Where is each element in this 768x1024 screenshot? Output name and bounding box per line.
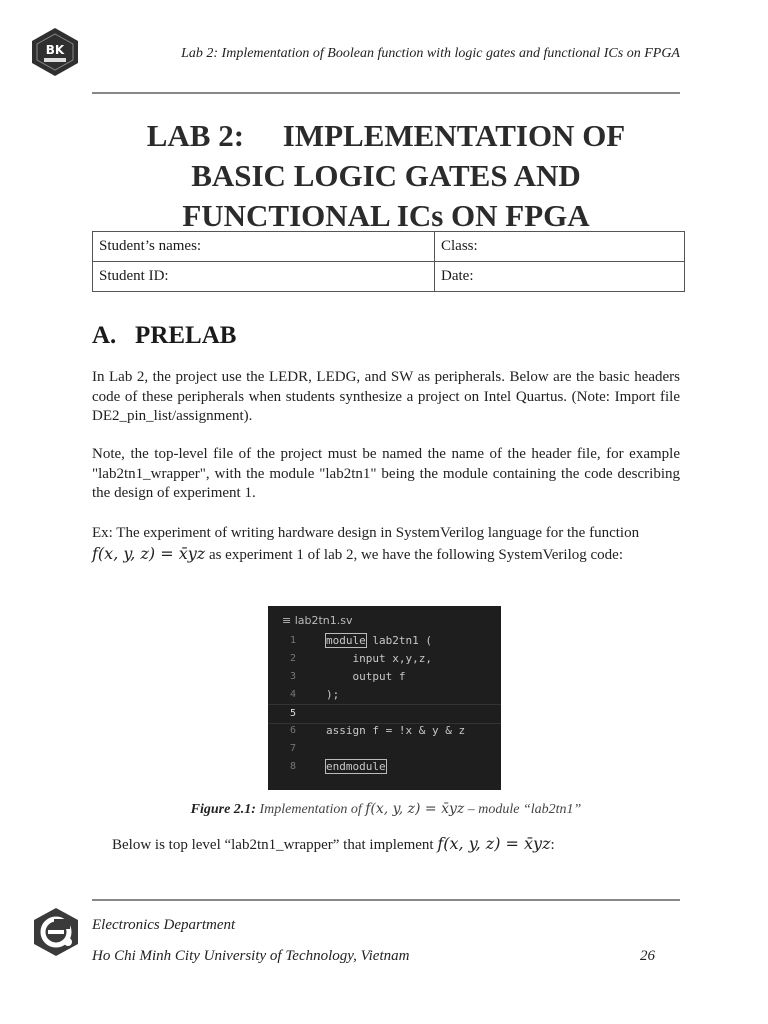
code-line: 3 output f bbox=[290, 670, 406, 683]
keyword-module: module bbox=[326, 634, 366, 647]
code-line-active: 5 bbox=[268, 704, 501, 724]
figure-caption: Figure 2.1: Implementation of f(x, y, z) = x̄yz – module “lab2tn1” bbox=[190, 801, 582, 817]
code-line: 2 input x,y,z, bbox=[290, 652, 432, 665]
code-editor-screenshot bbox=[268, 606, 501, 790]
title-line: BASIC LOGIC GATES AND bbox=[191, 158, 581, 193]
example-text-end: as experiment 1 of lab 2, we have the following SystemVerilog code: bbox=[205, 546, 623, 563]
paragraph-note: Note, the top-level file of the project must be named the name of the header file, for example "lab2tn1_wrapper", with the module "lab2tn1" being the module containing the code describing the design of experiment 1. bbox=[92, 446, 680, 501]
example-text: Ex: The experiment of writing hardware design in SystemVerilog language for the function bbox=[92, 525, 640, 541]
code-line: 7 bbox=[290, 743, 297, 754]
table-row bbox=[93, 232, 685, 262]
student-names-cell: Student’s names: bbox=[93, 232, 435, 262]
paragraph-intro: In Lab 2, the project use the LEDR, LEDG, and SW as peripherals. Below are the basic headers code of these peripherals when students synthesize a project on Intel Quartus. (Note: Import file DE2_pin_list/assignment). bbox=[92, 369, 680, 424]
footer-divider bbox=[92, 899, 680, 901]
department-logo-icon bbox=[30, 906, 82, 958]
header-divider bbox=[92, 92, 680, 94]
student-info-table bbox=[92, 231, 685, 292]
paragraph-example bbox=[92, 524, 680, 565]
date-cell: Date: bbox=[435, 262, 685, 292]
code-filename: ≡ lab2tn1.sv bbox=[282, 614, 353, 627]
student-id-cell: Student ID: bbox=[93, 262, 435, 292]
title-line: FUNCTIONAL ICs ON FPGA bbox=[182, 198, 590, 233]
table-row bbox=[93, 262, 685, 292]
code-line: 6 assign f = !x & y & z bbox=[290, 724, 466, 737]
code-line: 8 endmodule bbox=[290, 760, 386, 773]
example-math: f(x, y, z) = x̄yz bbox=[92, 543, 206, 563]
code-line: 1 module lab2tn1 ( bbox=[290, 634, 432, 647]
section-heading: A. PRELAB bbox=[92, 322, 237, 349]
code-line: 4 ); bbox=[290, 688, 340, 701]
keyword-endmodule: endmodule bbox=[326, 760, 386, 773]
svg-text:BK: BK bbox=[45, 43, 65, 57]
wrapper-intro: Below is top level “lab2tn1_wrapper” that implement f(x, y, z) = x̄yz: bbox=[112, 834, 555, 853]
page-title bbox=[92, 116, 680, 236]
footer-university: Ho Chi Minh City University of Technology, Vietnam bbox=[92, 948, 410, 964]
footer-department: Electronics Department bbox=[92, 917, 236, 933]
bk-logo-icon bbox=[29, 26, 81, 78]
figure-label: Figure 2.1: bbox=[190, 802, 256, 817]
running-header: Lab 2: Implementation of Boolean function with logic gates and functional ICs on FPGA bbox=[181, 46, 680, 61]
title-line: LAB 2: IMPLEMENTATION OF bbox=[146, 118, 626, 153]
class-cell: Class: bbox=[435, 232, 685, 262]
file-icon: ≡ bbox=[282, 614, 295, 627]
page-number: 26 bbox=[640, 948, 655, 964]
